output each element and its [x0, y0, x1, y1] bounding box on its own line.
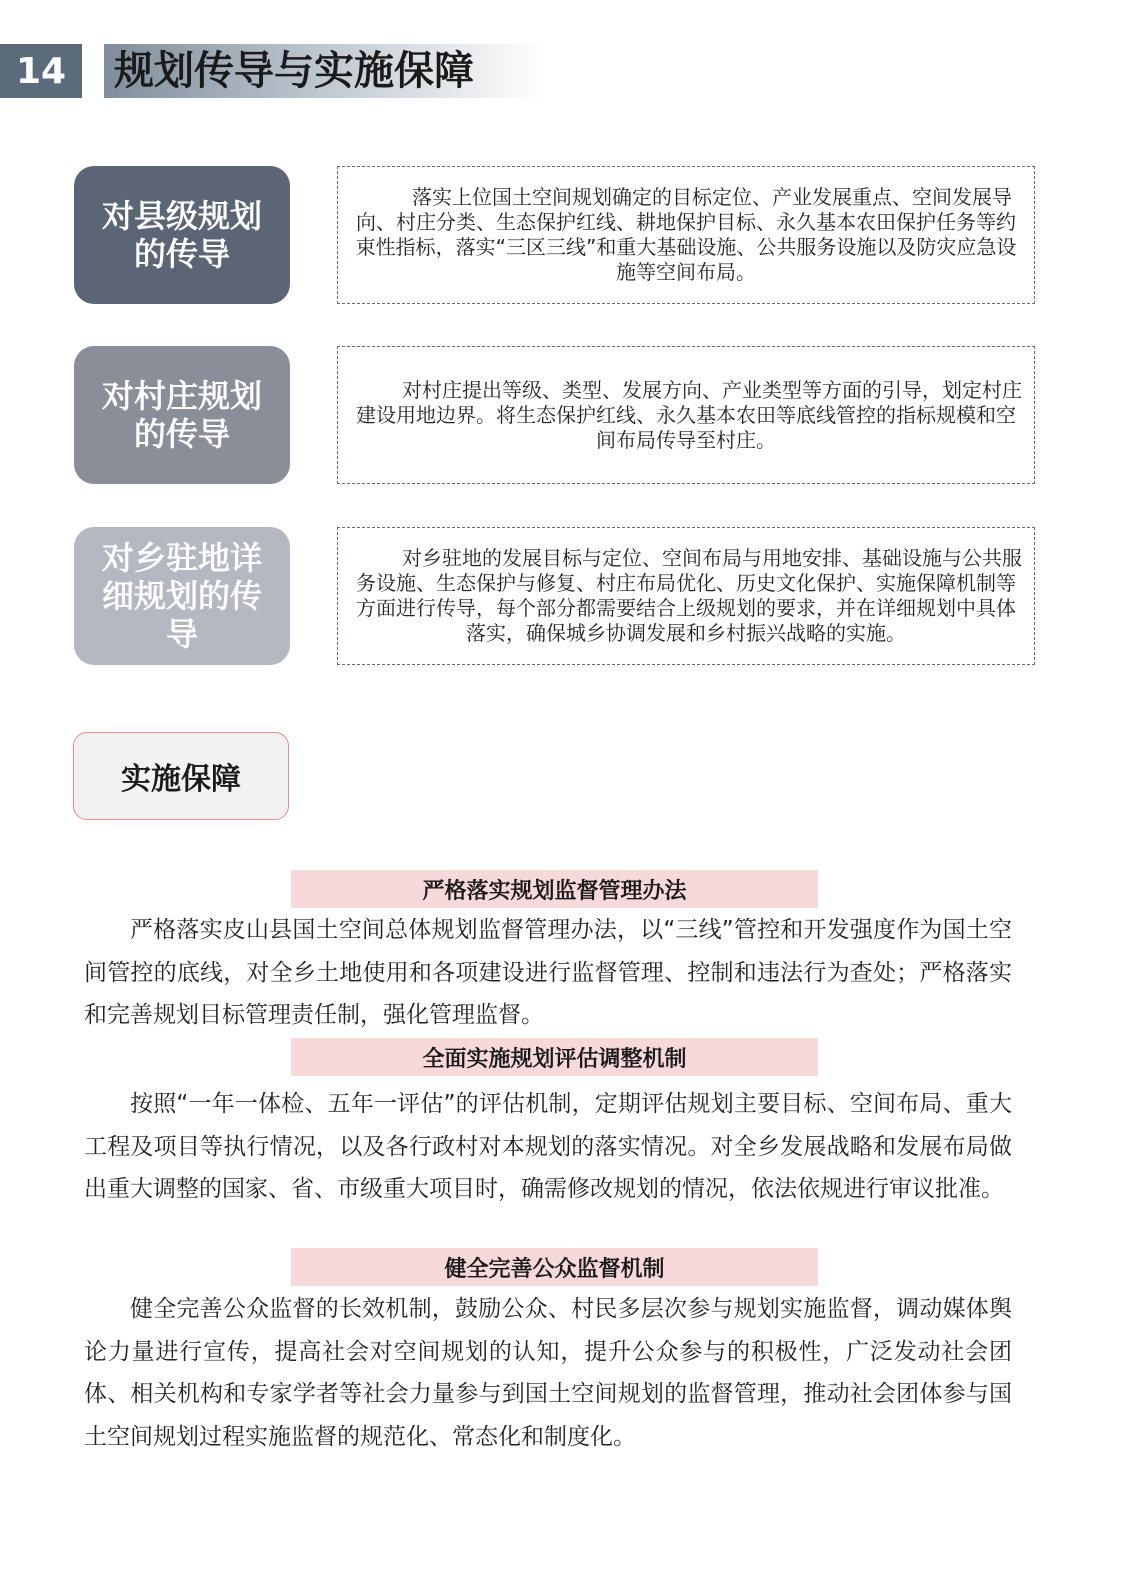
- para-evaluation: 按照“一年一体检、五年一评估”的评估机制，定期评估规划主要目标、空间布局、重大工程及项目等执行情况，以及各行政村对本规划的落实情况。对全乡发展战略和发展布局做出重大调整的国家、省、市级重大项目时，确需修改规划的情况，依法依规进行审议批准。: [84, 1091, 1012, 1202]
- guidance-label-township: 对乡驻地详细规划的传导: [74, 527, 290, 665]
- guidance-desc-township: [337, 527, 1035, 665]
- subhead-evaluation: 全面实施规划评估调整机制: [291, 1038, 818, 1076]
- para-public: 健全完善公众监督的长效机制，鼓励公众、村民多层次参与规划实施监督，调动媒体舆论力量进行宣传，提高社会对空间规划的认知，提升公众参与的积极性，广泛发动社会团体、相关机构和专家学者等社会力量参与到国土空间规划的监督管理，推动社会团体参与国土空间规划过程实施监督的规范化、常态化和制度化。: [84, 1296, 1012, 1450]
- guidance-label-county: 对县级规划的传导: [74, 166, 290, 304]
- guidance-village: [0, 346, 1122, 486]
- para-supervision: 严格落实皮山县国土空间总体规划监督管理办法，以“三线”管控和开发强度作为国土空间管控的底线，对全乡土地使用和各项建设进行监督管理、控制和违法行为查处；严格落实和完善规划目标管理责任制，强化管理监督。: [84, 917, 1012, 1028]
- guidance-text-township: 对乡驻地的发展目标与定位、空间布局与用地安排、基础设施与公共服务设施、生态保护与修复、村庄布局优化、历史文化保护、实施保障机制等方面进行传导，每个部分都需要结合上级规划的要求，并在详细规划中具体落实，确保城乡协调发展和乡村振兴战略的实施。: [356, 546, 1022, 645]
- guidance-label-village: 对村庄规划的传导: [74, 346, 290, 484]
- implementation-label: 实施保障: [73, 732, 289, 820]
- guidance-text-village: 对村庄提出等级、类型、发展方向、产业类型等方面的引导，划定村庄建设用地边界。将生态保护红线、永久基本农田等底线管控的指标规模和空间布局传导至村庄。: [356, 377, 1022, 452]
- guidance-county: [0, 166, 1122, 306]
- guidance-desc-village: [337, 346, 1035, 484]
- subhead-public: 健全完善公众监督机制: [291, 1248, 818, 1286]
- guidance-desc-county: [337, 166, 1035, 304]
- section-number: 14: [0, 44, 82, 98]
- guidance-text-county: 落实上位国土空间规划确定的目标定位、产业发展重点、空间发展导向、村庄分类、生态保护红线、耕地保护目标、永久基本农田保护任务等约束性指标，落实“三区三线”和重大基础设施、公共服务设施以及防灾应急设施等空间布局。: [355, 185, 1017, 284]
- subhead-supervision: 严格落实规划监督管理办法: [291, 870, 818, 908]
- guidance-township: [0, 527, 1122, 667]
- section-title: 规划传导与实施保障: [114, 48, 474, 94]
